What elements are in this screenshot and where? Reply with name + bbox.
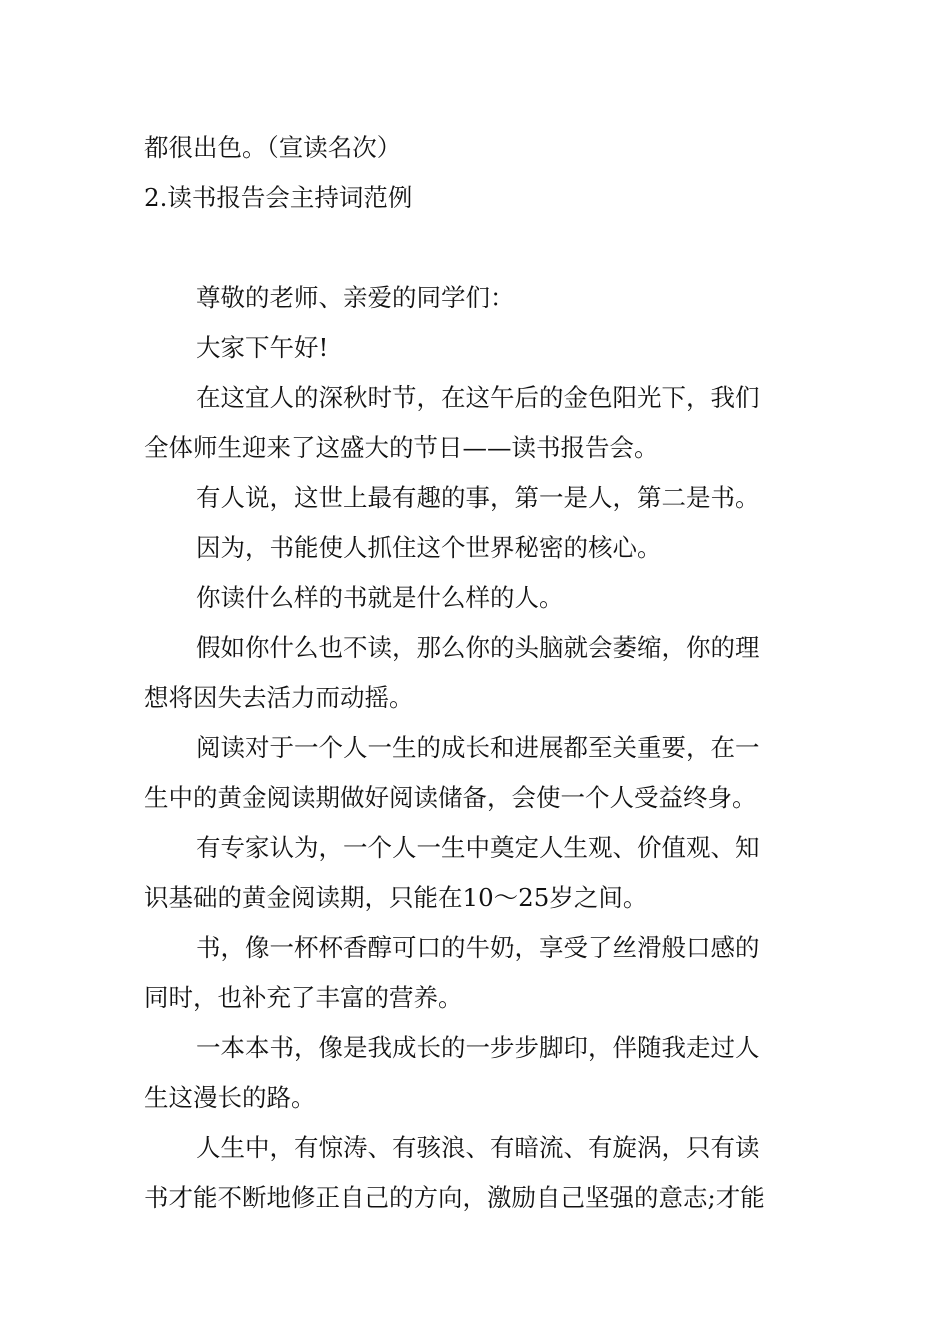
paragraph-line: 书，像一杯杯香醇可口的牛奶，享受了丝滑般口感的 xyxy=(196,933,760,962)
greeting: 大家下午好! xyxy=(196,333,329,362)
paragraph-line: 人生中，有惊涛、有骇浪、有暗流、有旋涡，只有读 xyxy=(196,1133,760,1162)
paragraph-line: 有专家认为，一个人一生中奠定人生观、价值观、知 xyxy=(196,833,760,862)
paragraph-line: 一本本书，像是我成长的一步步脚印，伴随我走过人 xyxy=(196,1033,760,1062)
paragraph-line: 假如你什么也不读，那么你的头脑就会萎缩，你的理 xyxy=(196,633,760,662)
paragraph-line: 在这宜人的深秋时节，在这午后的金色阳光下，我们 xyxy=(196,383,760,412)
paragraph-line: 你读什么样的书就是什么样的人。 xyxy=(196,583,564,612)
paragraph-line: 有人说，这世上最有趣的事，第一是人，第二是书。 xyxy=(196,483,760,512)
paragraph-line: 识基础的黄金阅读期，只能在10～25岁之间。 xyxy=(144,883,648,912)
paragraph-line: 想将因失去活力而动摇。 xyxy=(144,683,414,712)
text-line-1: 都很出色。（宣读名次） xyxy=(144,133,402,162)
paragraph-line: 因为，书能使人抓住这个世界秘密的核心。 xyxy=(196,533,662,562)
paragraph-line: 阅读对于一个人一生的成长和进展都至关重要，在一 xyxy=(196,733,760,762)
paragraph-line: 生这漫长的路。 xyxy=(144,1083,316,1112)
paragraph-line: 同时，也补充了丰富的营养。 xyxy=(144,983,463,1012)
section-heading: 2.读书报告会主持词范例 xyxy=(144,183,413,212)
paragraph-line: 生中的黄金阅读期做好阅读储备，会使一个人受益终身。 xyxy=(144,783,757,812)
paragraph-line: 书才能不断地修正自己的方向，激励自己坚强的意志;才能 xyxy=(144,1183,765,1212)
salutation: 尊敬的老师、亲爱的同学们： xyxy=(196,283,515,312)
paragraph-line: 全体师生迎来了这盛大的节日——读书报告会。 xyxy=(144,433,659,462)
